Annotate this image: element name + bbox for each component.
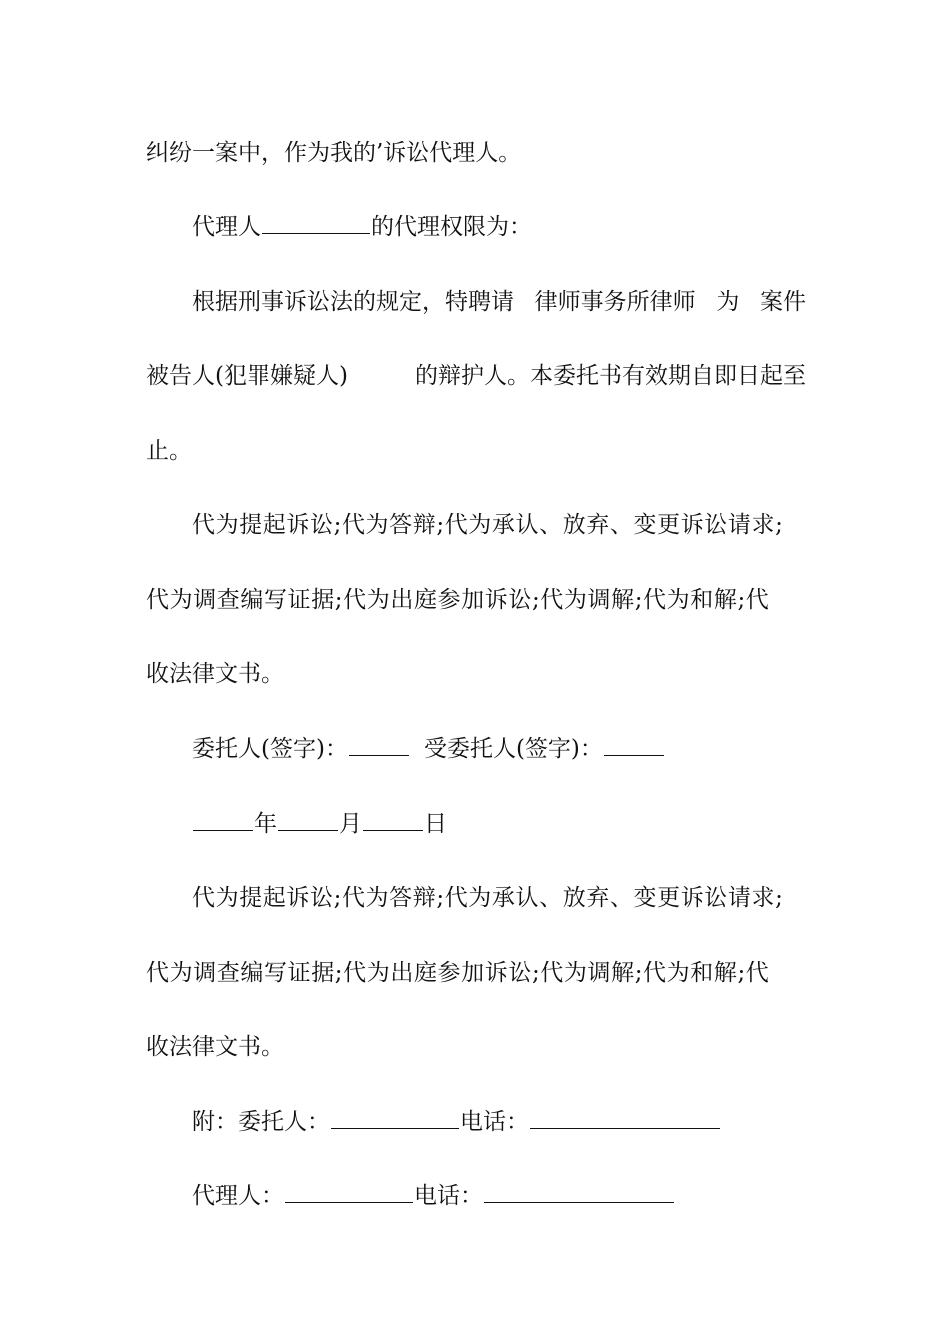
principal-name-blank[interactable] (331, 1108, 459, 1129)
paragraph-line: 代为提起诉讼;代为答辩;代为承认、放弃、变更诉讼请求; (192, 885, 784, 911)
agent-label: 代理人 (192, 214, 261, 240)
paragraph-line: 收法律文书。 (146, 661, 284, 687)
paragraph-line: 代为提起诉讼;代为答辩;代为承认、放弃、变更诉讼请求; (192, 512, 784, 538)
principal-phone-blank[interactable] (530, 1108, 720, 1129)
agent-name-blank[interactable] (285, 1182, 413, 1203)
agent-authority-line (192, 212, 806, 242)
text-segment: 为 (716, 289, 740, 315)
paragraph-line: 纠纷一案中，作为我的’诉讼代理人。 (146, 140, 522, 166)
agent-phone-blank[interactable] (484, 1182, 674, 1203)
agent-name-blank[interactable] (262, 213, 370, 234)
attachment-principal-label: 附：委托人： (192, 1109, 330, 1135)
paragraph-line (146, 361, 806, 391)
paragraph-line: 代为调查编写证据;代为出庭参加诉讼;代为调解;代为和解;代 (146, 960, 770, 986)
date-line (192, 809, 806, 839)
month-label: 月 (339, 811, 362, 837)
text-segment: 的辩护人。本委托书有效期自即日起至 (415, 363, 806, 389)
text-segment: 根据刑事诉讼法的规定，特聘请 (192, 289, 514, 315)
signature-line (192, 734, 806, 764)
paragraph-line: 收法律文书。 (146, 1034, 284, 1060)
attachment-agent-line (192, 1181, 806, 1211)
day-label: 日 (424, 811, 447, 837)
text-segment: 律师事务所律师 (534, 289, 696, 315)
principal-phone-label: 电话： (460, 1109, 529, 1135)
text-segment: 案件 (759, 289, 806, 315)
text-segment: 被告人(犯罪嫌疑人) (146, 363, 348, 389)
attachment-agent-label: 代理人： (192, 1183, 284, 1209)
year-label: 年 (254, 811, 277, 837)
principal-signature-label: 委托人(签字)： (192, 736, 348, 762)
paragraph-line (192, 287, 806, 317)
day-blank[interactable] (363, 810, 423, 831)
agent-phone-label: 电话： (414, 1183, 483, 1209)
month-blank[interactable] (278, 810, 338, 831)
paragraph-line: 代为调查编写证据;代为出庭参加诉讼;代为调解;代为和解;代 (146, 587, 770, 613)
agent-signature-blank[interactable] (604, 735, 664, 756)
attachment-principal-line (192, 1107, 806, 1137)
year-blank[interactable] (193, 810, 253, 831)
authority-label: 的代理权限为： (371, 214, 532, 240)
principal-signature-blank[interactable] (349, 735, 409, 756)
agent-signature-label: 受委托人(签字)： (423, 736, 603, 762)
paragraph-line: 止。 (146, 438, 192, 464)
